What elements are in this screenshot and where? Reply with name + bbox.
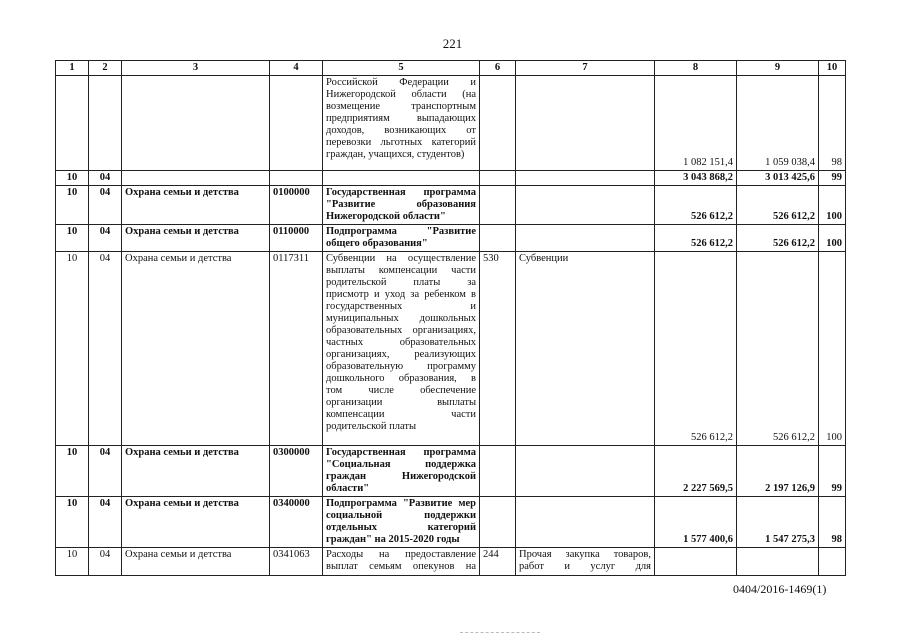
description-line: дошкольного образования, в bbox=[326, 373, 476, 384]
section-name-cell: Охрана семьи и детства bbox=[122, 497, 270, 548]
expense-type-line: работ и услуг для bbox=[519, 561, 651, 572]
table-row bbox=[56, 252, 846, 446]
description-line: государственных и bbox=[326, 301, 476, 312]
description-line: выплаты компенсации части bbox=[326, 265, 476, 276]
budget-table bbox=[55, 60, 846, 576]
column-header-4: 4 bbox=[270, 61, 323, 76]
table-row bbox=[56, 186, 846, 225]
subsection-code-cell bbox=[89, 76, 122, 171]
expense-type-cell bbox=[480, 76, 516, 171]
subsection-code-cell: 04 bbox=[89, 548, 122, 576]
description-line: предприятиям выпадающих bbox=[326, 113, 476, 124]
target-article-cell: 0110000 bbox=[270, 225, 323, 252]
column-header-2: 2 bbox=[89, 61, 122, 76]
expense-type-name-cell bbox=[516, 497, 655, 548]
description-line: муниципальных дошкольных bbox=[326, 313, 476, 324]
page-number: 221 bbox=[442, 36, 463, 51]
bottom-stamp-mark bbox=[460, 632, 540, 637]
description-line: Подпрограмма "Развитие мер bbox=[326, 498, 476, 509]
description-line: Субвенции на осуществление bbox=[326, 253, 476, 264]
target-article-cell: 0340000 bbox=[270, 497, 323, 548]
table-header-row bbox=[56, 61, 846, 76]
description-line: отдельных категорий bbox=[326, 522, 476, 533]
expense-type-cell: 530 bbox=[480, 252, 516, 446]
percent-cell: 100 bbox=[819, 252, 846, 446]
section-code-cell: 10 bbox=[56, 225, 89, 252]
column-header-3: 3 bbox=[122, 61, 270, 76]
percent-cell: 100 bbox=[819, 225, 846, 252]
section-name-cell bbox=[122, 76, 270, 171]
description-line: образовательных организациях, bbox=[326, 325, 476, 336]
expense-type-name-cell: Субвенции bbox=[516, 252, 655, 446]
percent-cell: 98 bbox=[819, 76, 846, 171]
percent-cell: 100 bbox=[819, 186, 846, 225]
description-line: граждан" на 2015-2020 годы bbox=[326, 534, 460, 545]
subsection-code-cell: 04 bbox=[89, 225, 122, 252]
table-row bbox=[56, 76, 846, 171]
approved-amount-cell: 526 612,2 bbox=[655, 252, 737, 446]
description-line: организациях, реализующих bbox=[326, 349, 476, 360]
description-line: Российской Федерации и bbox=[326, 77, 476, 88]
target-article-cell bbox=[270, 171, 323, 186]
percent-cell bbox=[819, 548, 846, 576]
column-header-6: 6 bbox=[480, 61, 516, 76]
section-code-cell: 10 bbox=[56, 252, 89, 446]
description-line: родительской платы за bbox=[326, 277, 476, 288]
target-article-cell: 0117311 bbox=[270, 252, 323, 446]
subsection-code-cell: 04 bbox=[89, 171, 122, 186]
table-row bbox=[56, 225, 846, 252]
description-line: "Социальная поддержка bbox=[326, 459, 476, 470]
column-header-9: 9 bbox=[737, 61, 819, 76]
executed-amount-cell: 526 612,2 bbox=[737, 252, 819, 446]
column-header-5: 5 bbox=[323, 61, 480, 76]
description-line: компенсации части bbox=[326, 409, 476, 420]
executed-amount-cell: 526 612,2 bbox=[737, 186, 819, 225]
description-line: частных образовательных bbox=[326, 337, 476, 348]
expense-type-cell bbox=[480, 497, 516, 548]
section-code-cell: 10 bbox=[56, 446, 89, 497]
section-name-cell: Охрана семьи и детства bbox=[122, 252, 270, 446]
approved-amount-cell: 1 577 400,6 bbox=[655, 497, 737, 548]
document-code: 0404/2016-1469(1) bbox=[733, 582, 827, 596]
description-line: "Развитие образования bbox=[326, 199, 476, 210]
section-name-cell bbox=[122, 171, 270, 186]
expense-type-name-cell bbox=[516, 171, 655, 186]
expense-type-line: Прочая закупка товаров, bbox=[519, 549, 651, 560]
expense-type-cell bbox=[480, 186, 516, 225]
expense-type-name-cell bbox=[516, 548, 655, 576]
table-row bbox=[56, 446, 846, 497]
description-cell bbox=[323, 225, 480, 252]
approved-amount-cell: 526 612,2 bbox=[655, 225, 737, 252]
description-cell bbox=[323, 171, 480, 186]
description-line: том числе обеспечение bbox=[326, 385, 476, 396]
description-line: социальной поддержки bbox=[326, 510, 476, 521]
target-article-cell: 0341063 bbox=[270, 548, 323, 576]
expense-type-cell bbox=[480, 446, 516, 497]
description-line: доходов, возникающих от bbox=[326, 125, 476, 136]
target-article-cell: 0300000 bbox=[270, 446, 323, 497]
column-header-1: 1 bbox=[56, 61, 89, 76]
description-line: Государственная программа bbox=[326, 447, 476, 458]
section-code-cell: 10 bbox=[56, 171, 89, 186]
description-line: Подпрограмма "Развитие bbox=[326, 226, 476, 237]
description-cell bbox=[323, 446, 480, 497]
table-row bbox=[56, 497, 846, 548]
description-line: организации выплаты bbox=[326, 397, 476, 408]
executed-amount-cell: 1 547 275,3 bbox=[737, 497, 819, 548]
subsection-code-cell: 04 bbox=[89, 497, 122, 548]
section-name-cell: Охрана семьи и детства bbox=[122, 225, 270, 252]
expense-type-name-cell bbox=[516, 225, 655, 252]
table-row bbox=[56, 171, 846, 186]
section-name-cell: Охрана семьи и детства bbox=[122, 548, 270, 576]
description-cell bbox=[323, 252, 480, 446]
column-header-7: 7 bbox=[516, 61, 655, 76]
column-header-8: 8 bbox=[655, 61, 737, 76]
subsection-code-cell: 04 bbox=[89, 186, 122, 225]
percent-cell: 98 bbox=[819, 497, 846, 548]
expense-type-cell: 244 bbox=[480, 548, 516, 576]
executed-amount-cell bbox=[737, 548, 819, 576]
expense-type-name-cell bbox=[516, 446, 655, 497]
subsection-code-cell: 04 bbox=[89, 252, 122, 446]
expense-type-name-cell bbox=[516, 76, 655, 171]
target-article-cell: 0100000 bbox=[270, 186, 323, 225]
approved-amount-cell: 526 612,2 bbox=[655, 186, 737, 225]
expense-type-cell bbox=[480, 225, 516, 252]
description-line: граждан, учащихся, студентов) bbox=[326, 149, 465, 160]
executed-amount-cell: 1 059 038,4 bbox=[737, 76, 819, 171]
expense-type-cell bbox=[480, 171, 516, 186]
section-code-cell: 10 bbox=[56, 186, 89, 225]
description-cell bbox=[323, 76, 480, 171]
description-line: граждан Нижегородской bbox=[326, 471, 476, 482]
section-code-cell: 10 bbox=[56, 497, 89, 548]
description-line: области" bbox=[326, 483, 370, 494]
description-line: Расходы на предоставление bbox=[326, 549, 476, 560]
description-line: родительской платы bbox=[326, 421, 417, 432]
description-line: общего образования" bbox=[326, 238, 428, 249]
description-line: образовательную программу bbox=[326, 361, 476, 372]
expense-type-name-cell bbox=[516, 186, 655, 225]
description-line: присмотр и уход за ребенком в bbox=[326, 289, 476, 300]
executed-amount-cell: 526 612,2 bbox=[737, 225, 819, 252]
approved-amount-cell bbox=[655, 548, 737, 576]
section-name-cell: Охрана семьи и детства bbox=[122, 186, 270, 225]
description-cell bbox=[323, 186, 480, 225]
description-line: Нижегородской области" bbox=[326, 211, 446, 222]
description-cell bbox=[323, 497, 480, 548]
description-line: Нижегородской области (на bbox=[326, 89, 476, 100]
executed-amount-cell: 3 013 425,6 bbox=[737, 171, 819, 186]
table-row bbox=[56, 548, 846, 576]
description-line: Государственная программа bbox=[326, 187, 476, 198]
approved-amount-cell: 3 043 868,2 bbox=[655, 171, 737, 186]
description-line: перевозки льготных категорий bbox=[326, 137, 476, 148]
description-cell bbox=[323, 548, 480, 576]
description-line: возмещение транспортным bbox=[326, 101, 476, 112]
section-code-cell bbox=[56, 76, 89, 171]
section-code-cell: 10 bbox=[56, 548, 89, 576]
executed-amount-cell: 2 197 126,9 bbox=[737, 446, 819, 497]
percent-cell: 99 bbox=[819, 446, 846, 497]
section-name-cell: Охрана семьи и детства bbox=[122, 446, 270, 497]
column-header-10: 10 bbox=[819, 61, 846, 76]
percent-cell: 99 bbox=[819, 171, 846, 186]
subsection-code-cell: 04 bbox=[89, 446, 122, 497]
approved-amount-cell: 1 082 151,4 bbox=[655, 76, 737, 171]
approved-amount-cell: 2 227 569,5 bbox=[655, 446, 737, 497]
target-article-cell bbox=[270, 76, 323, 171]
description-line: выплат семьям опекунов на bbox=[326, 561, 476, 572]
